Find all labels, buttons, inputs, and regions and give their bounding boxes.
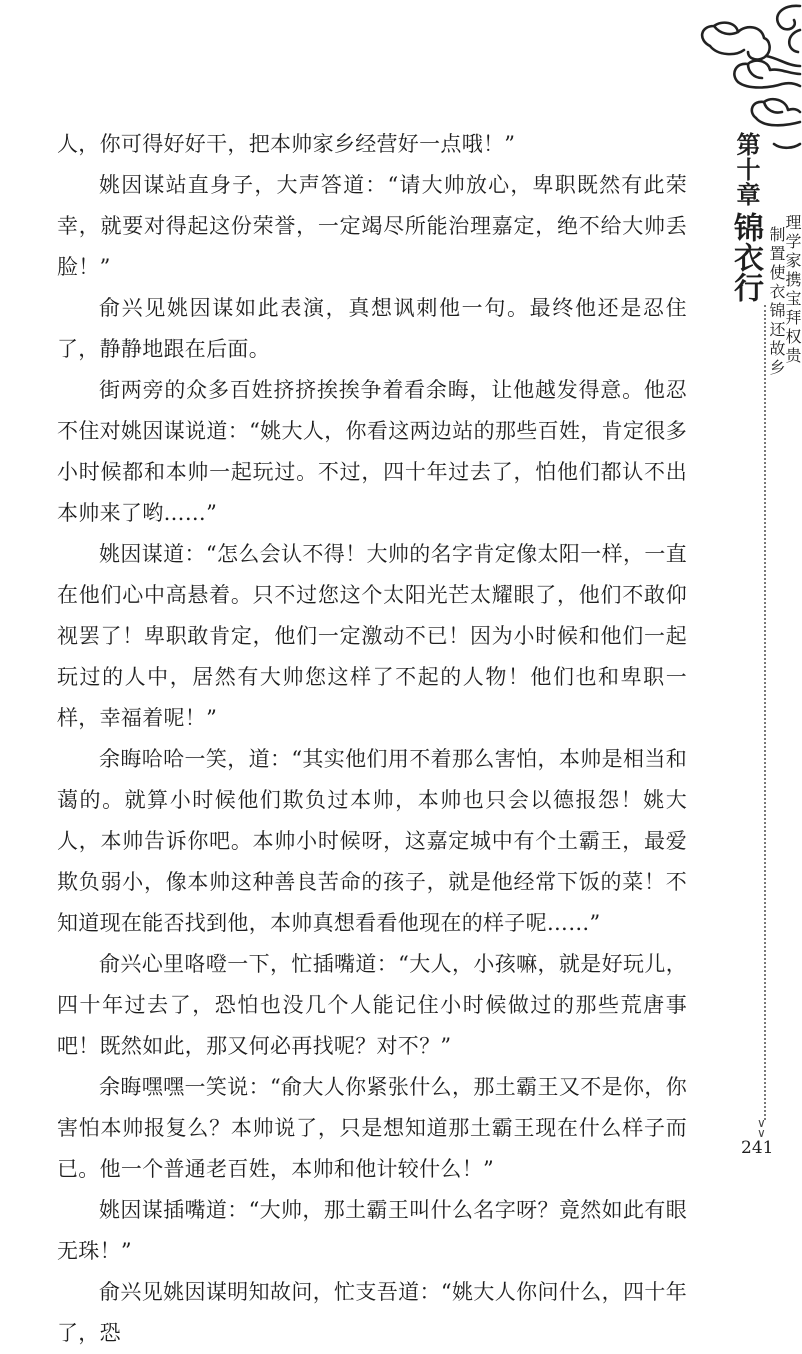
paragraph-8: 余晦嘿嘿一笑说：“俞大人你紧张什么，那土霸王又不是你，你害怕本帅报复么？本帅说了，只是想知道那土霸王现在什么样子而已。他一个普通老百姓，本帅和他计较什么！”	[57, 1075, 687, 1181]
double-chevron-down-icon: ∨ ∨	[757, 1116, 766, 1140]
chapter-subtitles	[766, 214, 800, 634]
paragraph-4: 街两旁的众多百姓挤挤挨挨争着看余晦，让他越发得意。他忍不住对姚因谋说道：“姚大人，你看这两边站的那些百姓，肯定很多小时候都和本帅一起玩过。不过，四十年过去了，怕他们都认不出本帅来了哟……”	[57, 378, 687, 525]
paragraph-7: 俞兴心里咯噔一下，忙插嘴道：“大人，小孩嘛，就是好玩儿，四十年过去了，恐怕也没几个人能记住小时候做过的那些荒唐事吧！既然如此，那又何必再找呢？对不？”	[57, 952, 687, 1058]
paragraph-10: 俞兴见姚因谋明知故问，忙支吾道：“姚大人你问什么，四十年了，恐	[57, 1280, 687, 1345]
paragraph-6: 余晦哈哈一笑，道：“其实他们用不着那么害怕，本帅是相当和蔼的。就算小时候他们欺负过本帅，本帅也只会以德报怨！姚大人，本帅告诉你吧。本帅小时候呀，这嘉定城中有个土霸王，最爱欺负弱小，像本帅这种善良苦命的孩子，就是他经常下饭的菜！不知道现在能否找到他，本帅真想看看他现在的样子呢……”	[57, 747, 687, 935]
subtitle-2: 制置使衣锦还故乡	[767, 226, 786, 378]
paragraph-3: 俞兴见姚因谋如此表演，真想讽刺他一句。最终他还是忍住了，静静地跟在后面。	[57, 296, 687, 361]
paragraph-9: 姚因谋插嘴道：“大帅，那土霸王叫什么名字呀？竟然如此有眼无珠！”	[57, 1198, 687, 1263]
body-text	[57, 124, 687, 1354]
margin-dotted-line	[764, 305, 766, 1120]
page-number: 241	[741, 1138, 774, 1158]
paragraph-1: 人，你可得好好干，把本帅家乡经营好一点哦！”	[57, 132, 516, 156]
chapter-number: 第十章	[732, 132, 761, 207]
paragraph-5: 姚因谋道：“怎么会认不得！大帅的名字肯定像太阳一样，一直在他们心中高悬着。只不过您这个太阳光芒太耀眼了，他们不敢仰视罢了！卑职敢肯定，他们一定激动不已！因为小时候和他们一起玩过的人中，居然有大帅您这样了不起的人物！他们也和卑职一样，幸福着呢！”	[57, 542, 687, 730]
chapter-title: 锦衣行	[728, 212, 763, 302]
paragraph-2: 姚因谋站直身子，大声答道：“请大帅放心，卑职既然有此荣幸，就要对得起这份荣誉，一定竭尽所能治理嘉定，绝不给大帅丢脸！”	[57, 173, 687, 279]
subtitle-1: 理学家携宝拜权贵	[783, 214, 802, 366]
